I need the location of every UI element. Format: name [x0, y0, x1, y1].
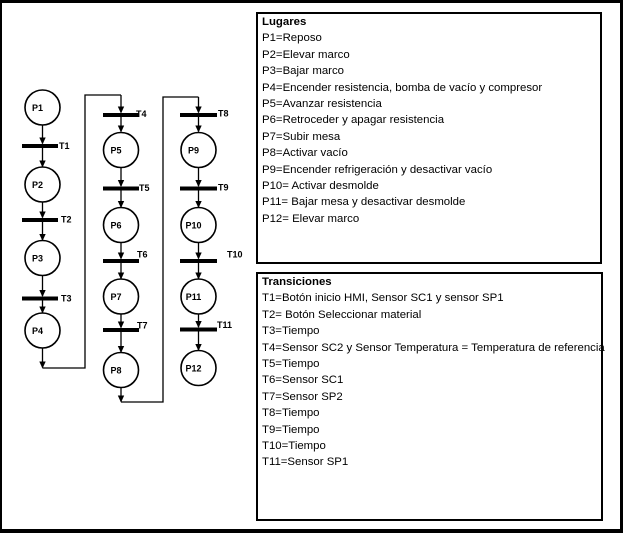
transition-t11-bar	[180, 328, 217, 332]
legend-transiciones-item-t1: T1=Botón inicio HMI, Sensor SC1 y sensor SP1	[262, 292, 504, 305]
transition-t6-label: T6	[137, 249, 148, 260]
place-p9-label: P9	[187, 145, 200, 156]
legend-lugares-item-p8: P8=Activar vacío	[262, 147, 348, 160]
place-p2-label: P2	[31, 180, 44, 190]
transition-t10-label: T10	[227, 249, 243, 260]
legend-lugares-item-p11: P11= Bajar mesa y desactivar desmolde	[262, 196, 466, 209]
place-p10-label: P10	[185, 220, 202, 231]
transition-t3-bar	[22, 297, 58, 301]
transition-t9-label: T9	[218, 182, 229, 193]
legend-transiciones-item-t8: T8=Tiempo	[262, 407, 320, 420]
place-p4-label: P4	[31, 326, 44, 336]
legend-lugares-title: Lugares	[262, 16, 307, 28]
legend-lugares-item-p3: P3=Bajar marco	[262, 65, 344, 78]
legend-transiciones-item-t10: T10=Tiempo	[262, 440, 326, 453]
place-p3-label: P3	[31, 253, 44, 264]
legend-lugares-panel	[256, 12, 602, 264]
place-p11-label: P11	[185, 292, 202, 302]
transition-t3-label: T3	[61, 293, 72, 304]
transition-t4-label: T4	[136, 109, 147, 119]
place-p7-label: P7	[110, 292, 122, 302]
transition-t6-bar	[103, 259, 139, 263]
legend-lugares-item-p10: P10= Activar desmolde	[262, 180, 379, 193]
legend-transiciones-item-t9: T9=Tiempo	[262, 423, 320, 436]
legend-lugares-item-p4: P4=Encender resistencia, bomba de vacío y compresor	[262, 81, 543, 94]
legend-transiciones-title: Transiciones	[262, 276, 332, 288]
legend-lugares-item-p1: P1=Reposo	[262, 32, 322, 45]
place-p1-label: P1	[31, 103, 44, 113]
transition-t5-label: T5	[139, 183, 150, 193]
transition-t7-label: T7	[137, 320, 148, 331]
legend-transiciones-item-t4: T4=Sensor SC2 y Sensor Temperatura = Temperatura de referencia	[262, 341, 605, 354]
place-p5-label: P5	[110, 145, 122, 156]
legend-lugares-item-p6: P6=Retroceder y apagar resistencia	[262, 114, 445, 127]
transition-t4-bar	[103, 113, 139, 117]
legend-transiciones-item-t5: T5=Tiempo	[262, 358, 320, 371]
transition-t1-bar	[22, 144, 58, 148]
transition-t2-bar	[22, 218, 58, 222]
transition-t1-label: T1	[59, 141, 70, 151]
legend-lugares-item-p5: P5=Avanzar resistencia	[262, 98, 382, 111]
legend-transiciones-item-t6: T6=Sensor SC1	[262, 374, 344, 387]
legend-lugares-item-p9: P9=Encender refrigeración y desactivar vacío	[262, 163, 493, 176]
transition-t2-label: T2	[61, 214, 72, 225]
transition-t8-bar	[180, 113, 217, 117]
legend-lugares-item-p12: P12= Elevar marco	[262, 212, 360, 225]
legend-transiciones-item-t2: T2= Botón Seleccionar material	[262, 308, 422, 321]
place-p8-label: P8	[110, 365, 122, 376]
legend-transiciones-item-t3: T3=Tiempo	[262, 325, 320, 338]
place-p6-label: P6	[110, 220, 122, 231]
legend-transiciones-item-t7: T7=Sensor SP2	[262, 390, 343, 403]
transition-t10-bar	[180, 259, 217, 263]
transition-t7-bar	[103, 328, 139, 332]
legend-lugares-item-p2: P2=Elevar marco	[262, 48, 350, 61]
transition-t11-label: T11	[217, 320, 233, 330]
legend-lugares-item-p7: P7=Subir mesa	[262, 130, 341, 143]
transition-t5-bar	[103, 187, 139, 191]
transition-t9-bar	[180, 187, 217, 191]
transition-t8-label: T8	[218, 108, 229, 119]
legend-transiciones-item-t11: T11=Sensor SP1	[262, 456, 349, 469]
place-p12-label: P12	[185, 363, 202, 374]
legend-transiciones-panel	[256, 272, 603, 521]
